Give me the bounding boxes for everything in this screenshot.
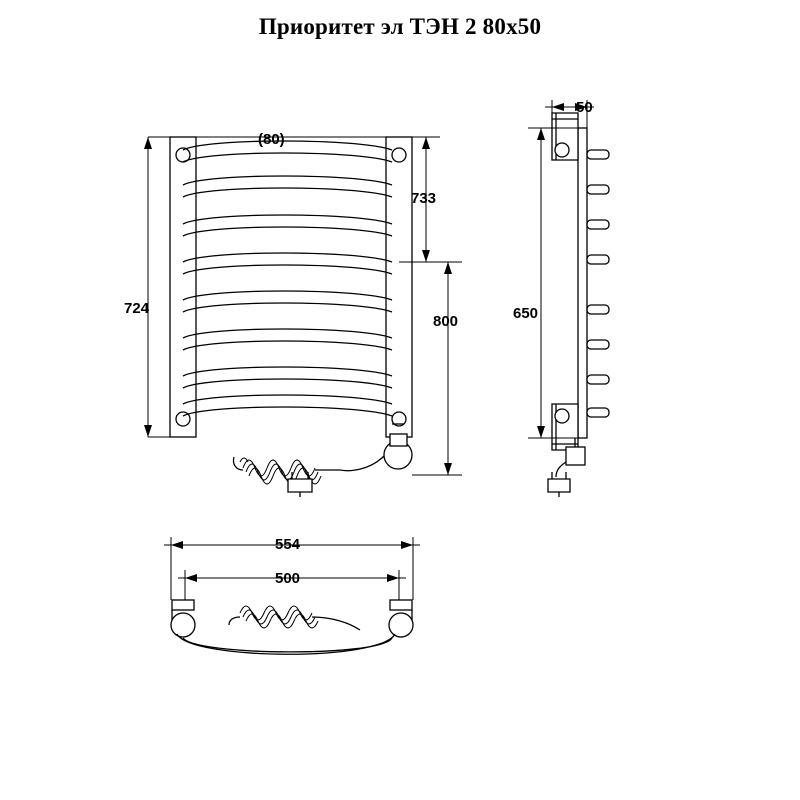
- dim-top-width-inner: 500: [275, 570, 301, 587]
- dim-front-height-mount: 733: [411, 190, 437, 207]
- dim-side-height: 650: [513, 305, 539, 322]
- dim-front-height-left: 724: [124, 300, 150, 317]
- dim-front-height-total: 800: [433, 313, 459, 330]
- dim-side-depth-top: 50: [576, 99, 593, 116]
- page-title: Приоритет эл ТЭН 2 80х50: [258, 14, 542, 39]
- dim-front-width-top: (80): [258, 131, 285, 148]
- dim-top-width-outer: 554: [275, 536, 301, 553]
